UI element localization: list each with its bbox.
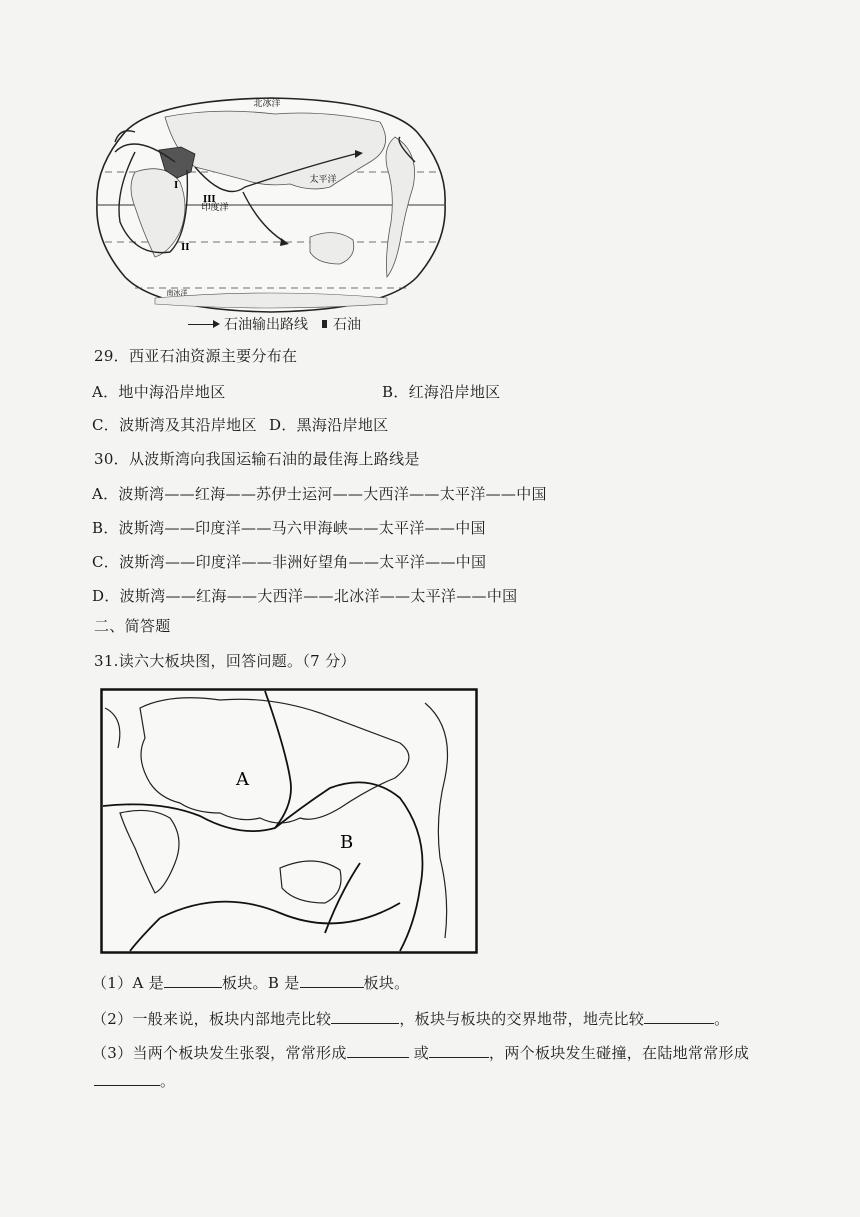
q31-part1-text-a: （1）A 是 <box>92 974 164 992</box>
answer-blank-collision[interactable] <box>94 1071 160 1086</box>
q30-option-d[interactable]: D．波斯湾——红海——大西洋——北冰洋——太平洋——中国 <box>92 587 518 605</box>
q31-part2 <box>92 1008 729 1029</box>
question-29-stem: 29．西亚石油资源主要分布在 <box>94 347 298 365</box>
q29-option-b[interactable]: B．红海沿岸地区 <box>382 383 501 401</box>
label-southern: 南冰洋 <box>166 289 188 297</box>
q30-option-a[interactable]: A．波斯湾——红海——苏伊士运河——大西洋——太平洋——中国 <box>92 485 547 503</box>
q31-part3-cont <box>94 1070 175 1091</box>
answer-blank-a-plate[interactable] <box>164 973 222 988</box>
route-mark-ii: II <box>181 243 190 253</box>
q31-part3-text-d: 。 <box>160 1072 176 1090</box>
plate-label-b: B <box>340 832 354 853</box>
map-frame <box>102 690 477 953</box>
answer-blank-b-plate[interactable] <box>300 973 364 988</box>
arrow-icon <box>188 324 218 325</box>
antarctica-land <box>155 293 387 308</box>
q31-part3-text-c: ，两个板块发生碰撞，在陆地常常形成 <box>489 1044 750 1062</box>
answer-blank-interior[interactable] <box>331 1009 399 1024</box>
question-29-options-row1 <box>92 381 501 402</box>
q31-part2-text-b: ，板块与板块的交界地带，地壳比较 <box>399 1010 645 1028</box>
q29-option-d[interactable]: D．黑海沿岸地区 <box>269 416 389 434</box>
oil-route-map <box>95 92 447 317</box>
question-30-stem: 30．从波斯湾向我国运输石油的最佳海上路线是 <box>94 450 420 468</box>
route-mark-i: I <box>174 181 179 191</box>
route-mark-iii: III <box>203 195 216 205</box>
legend-oil-label: 石油 <box>333 317 361 333</box>
section-heading: 二、简答题 <box>94 617 171 635</box>
tectonic-plates-map <box>100 688 478 954</box>
q31-part3 <box>92 1042 749 1063</box>
answer-blank-boundary[interactable] <box>644 1009 714 1024</box>
answer-blank-rift-2[interactable] <box>429 1043 489 1058</box>
q29-option-a[interactable]: A．地中海沿岸地区 <box>92 383 226 401</box>
oil-icon <box>322 320 327 328</box>
answer-blank-rift-1[interactable] <box>347 1043 409 1058</box>
q31-part2-text-c: 。 <box>714 1010 730 1028</box>
plate-label-a: A <box>236 769 249 790</box>
q30-option-b[interactable]: B．波斯湾——印度洋——马六甲海峡——太平洋——中国 <box>92 519 486 537</box>
q31-part1-text-b: 板块。B 是 <box>221 974 300 992</box>
q31-part1 <box>92 972 409 993</box>
q31-part3-text-a: （3）当两个板块发生张裂，常常形成 <box>92 1044 347 1062</box>
label-arctic: 北冰洋 <box>253 99 281 109</box>
question-31-stem: 31.读六大板块图，回答问题。（7 分） <box>94 652 356 670</box>
question-29-options-row2 <box>92 414 389 435</box>
map-legend <box>188 314 361 334</box>
q31-part3-text-b: 或 <box>413 1044 430 1062</box>
legend-route-label: 石油输出路线 <box>224 317 308 333</box>
q31-part2-text-a: （2）一般来说，板块内部地壳比较 <box>92 1010 332 1028</box>
q30-option-c[interactable]: C．波斯湾——印度洋——非洲好望角——太平洋——中国 <box>92 553 487 571</box>
label-indian: 印度洋 <box>201 203 229 213</box>
q31-part1-text-c: 板块。 <box>363 974 410 992</box>
q29-option-c[interactable]: C．波斯湾及其沿岸地区 <box>92 416 257 434</box>
label-pacific: 太平洋 <box>309 175 337 185</box>
